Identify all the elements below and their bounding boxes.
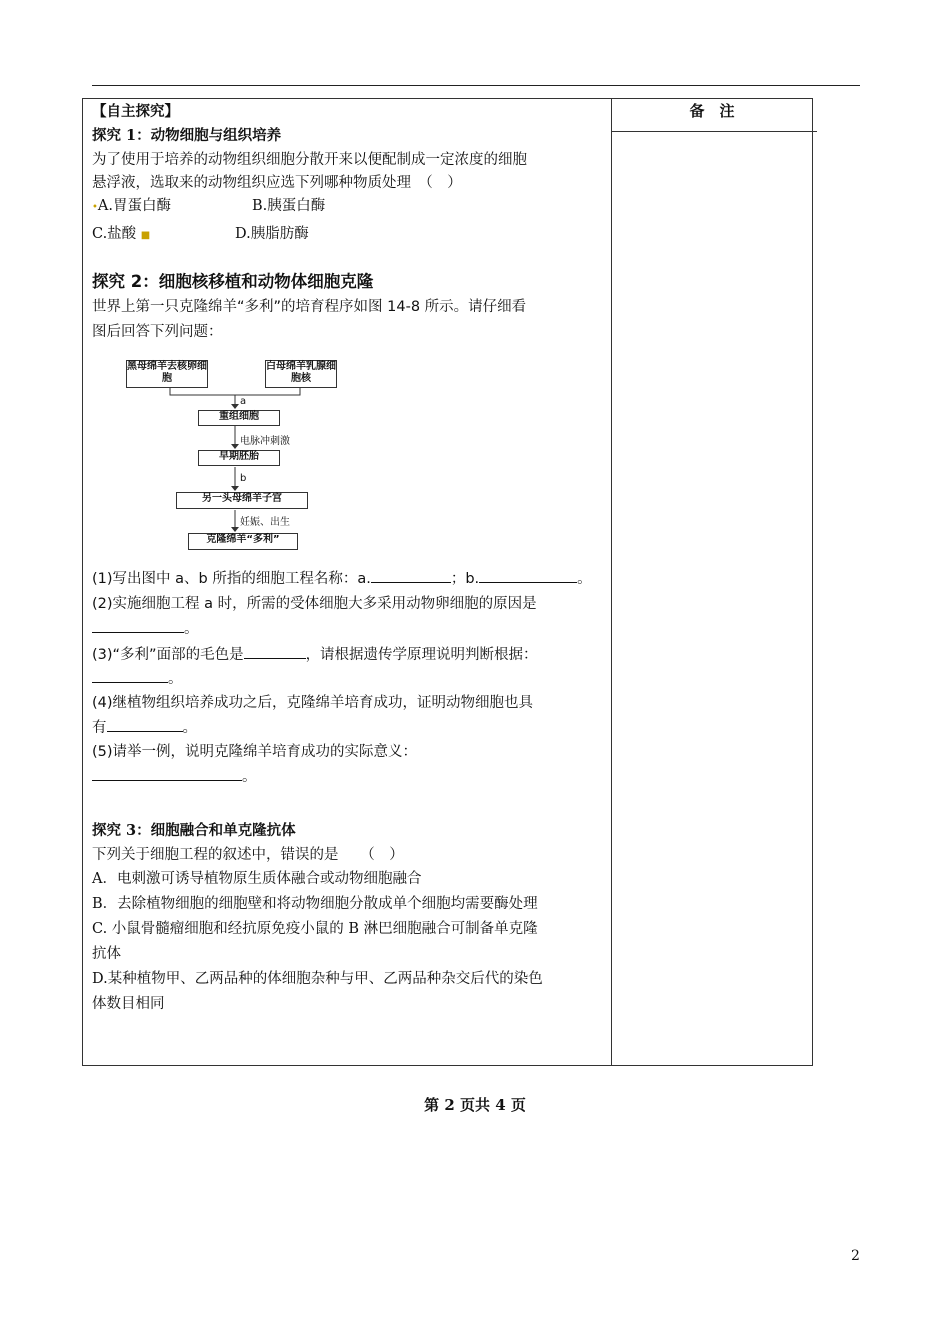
explore-1-option-b: B.胰蛋白酶 bbox=[252, 198, 326, 214]
column-divider bbox=[611, 98, 612, 1066]
answer-blank[interactable] bbox=[92, 764, 242, 781]
flow-box-enucleated-egg: 黑母绵羊去核卵细胞 bbox=[126, 360, 208, 388]
answer-blank[interactable] bbox=[479, 566, 577, 583]
self-explore-title: 【自主探究】 bbox=[92, 103, 179, 120]
explore-2-q3: (3)“多利”面部的毛色是 ，请根据遗传学原理说明判断根据： bbox=[92, 642, 538, 667]
cloning-flow-diagram bbox=[120, 355, 350, 555]
explore-2-title: 探究 2：细胞核移植和动物体细胞克隆 bbox=[92, 272, 374, 291]
answer-blank[interactable] bbox=[92, 616, 184, 633]
answer-blank[interactable] bbox=[92, 666, 168, 683]
flow-box-early-embryo: 早期胚胎 bbox=[198, 450, 280, 466]
explore-3-option-b: B．去除植物细胞的细胞壁和将动物细胞分散成单个细胞均需要酶处理 bbox=[92, 896, 538, 912]
flow-label-b: b bbox=[240, 473, 247, 484]
answer-blank[interactable] bbox=[371, 566, 451, 583]
explore-2-q4-cont: 有 。 bbox=[92, 715, 197, 740]
explore-1-question-cont: 悬浮液，选取来的动物组织应选下列哪种物质处理 （ ） bbox=[92, 175, 462, 191]
notes-header-rule bbox=[612, 131, 817, 132]
explore-3-question: 下列关于细胞工程的叙述中，错误的是 （ ） bbox=[92, 847, 404, 863]
explore-2-q5-answer: 。 bbox=[92, 764, 257, 789]
page-footer: 第 2 页共 4 页 bbox=[424, 1096, 526, 1114]
notes-column-header: 备 注 bbox=[611, 98, 813, 132]
explore-3-option-d-cont: 体数目相同 bbox=[92, 996, 165, 1012]
explore-2-intro-cont: 图后回答下列问题： bbox=[92, 324, 223, 340]
explore-1-question: 为了使用于培养的动物组织细胞分散开来以便配制成一定浓度的细胞 bbox=[92, 152, 527, 168]
explore-3-title: 探究 3：细胞融合和单克隆抗体 bbox=[92, 822, 296, 839]
flow-label-a: a bbox=[240, 396, 247, 407]
flow-box-surrogate-uterus: 另一头母绵羊子宫 bbox=[176, 492, 308, 509]
explore-3-option-d: D.某种植物甲、乙两品种的体细胞杂种与甲、乙两品种杂交后代的染色 bbox=[92, 971, 543, 987]
header-rule bbox=[92, 85, 860, 86]
answer-blank[interactable] bbox=[107, 715, 183, 732]
explore-1-option-a: •A.胃蛋白酶 bbox=[92, 198, 171, 214]
flow-label-birth: 妊娠、出生 bbox=[240, 517, 290, 528]
flow-box-dolly: 克隆绵羊“多利” bbox=[188, 533, 298, 550]
explore-2-q2: (2)实施细胞工程 a 时，所需的受体细胞大多采用动物卵细胞的原因是 bbox=[92, 596, 537, 612]
answer-blank[interactable] bbox=[244, 642, 306, 659]
explore-2-q4: (4)继植物组织培养成功之后，克隆绵羊培育成功，证明动物细胞也具 bbox=[92, 695, 534, 711]
explore-1-option-c: C.盐酸 ■ bbox=[92, 226, 151, 242]
explore-2-q5: (5)请举一例，说明克隆绵羊培育成功的实际意义： bbox=[92, 744, 418, 760]
explore-1-title: 探究 1：动物细胞与组织培养 bbox=[92, 127, 282, 144]
flow-box-recombined-cell: 重组细胞 bbox=[198, 410, 280, 426]
explore-3-option-a: A．电刺激可诱导植物原生质体融合或动物细胞融合 bbox=[92, 871, 422, 887]
explore-1-option-d: D.胰脂肪酶 bbox=[235, 226, 309, 242]
flow-box-mammary-nucleus: 白母绵羊乳腺细胞核 bbox=[265, 360, 337, 388]
explore-3-option-c-cont: 抗体 bbox=[92, 946, 121, 962]
flow-label-pulse: 电脉冲刺激 bbox=[240, 436, 290, 447]
explore-2-q1: (1)写出图中 a、b 所指的细胞工程名称：a. ；b. 。 bbox=[92, 566, 592, 591]
explore-3-option-c: C. 小鼠骨髓瘤细胞和经抗原免疫小鼠的 B 淋巴细胞融合可制备单克隆 bbox=[92, 921, 538, 937]
explore-2-intro: 世界上第一只克隆绵羊“多利”的培育程序如图 14-8 所示。请仔细看 bbox=[92, 299, 527, 315]
explore-2-q3-answer: 。 bbox=[92, 666, 183, 691]
page-number: 2 bbox=[851, 1248, 860, 1264]
explore-2-q2-answer: 。 bbox=[92, 616, 199, 641]
